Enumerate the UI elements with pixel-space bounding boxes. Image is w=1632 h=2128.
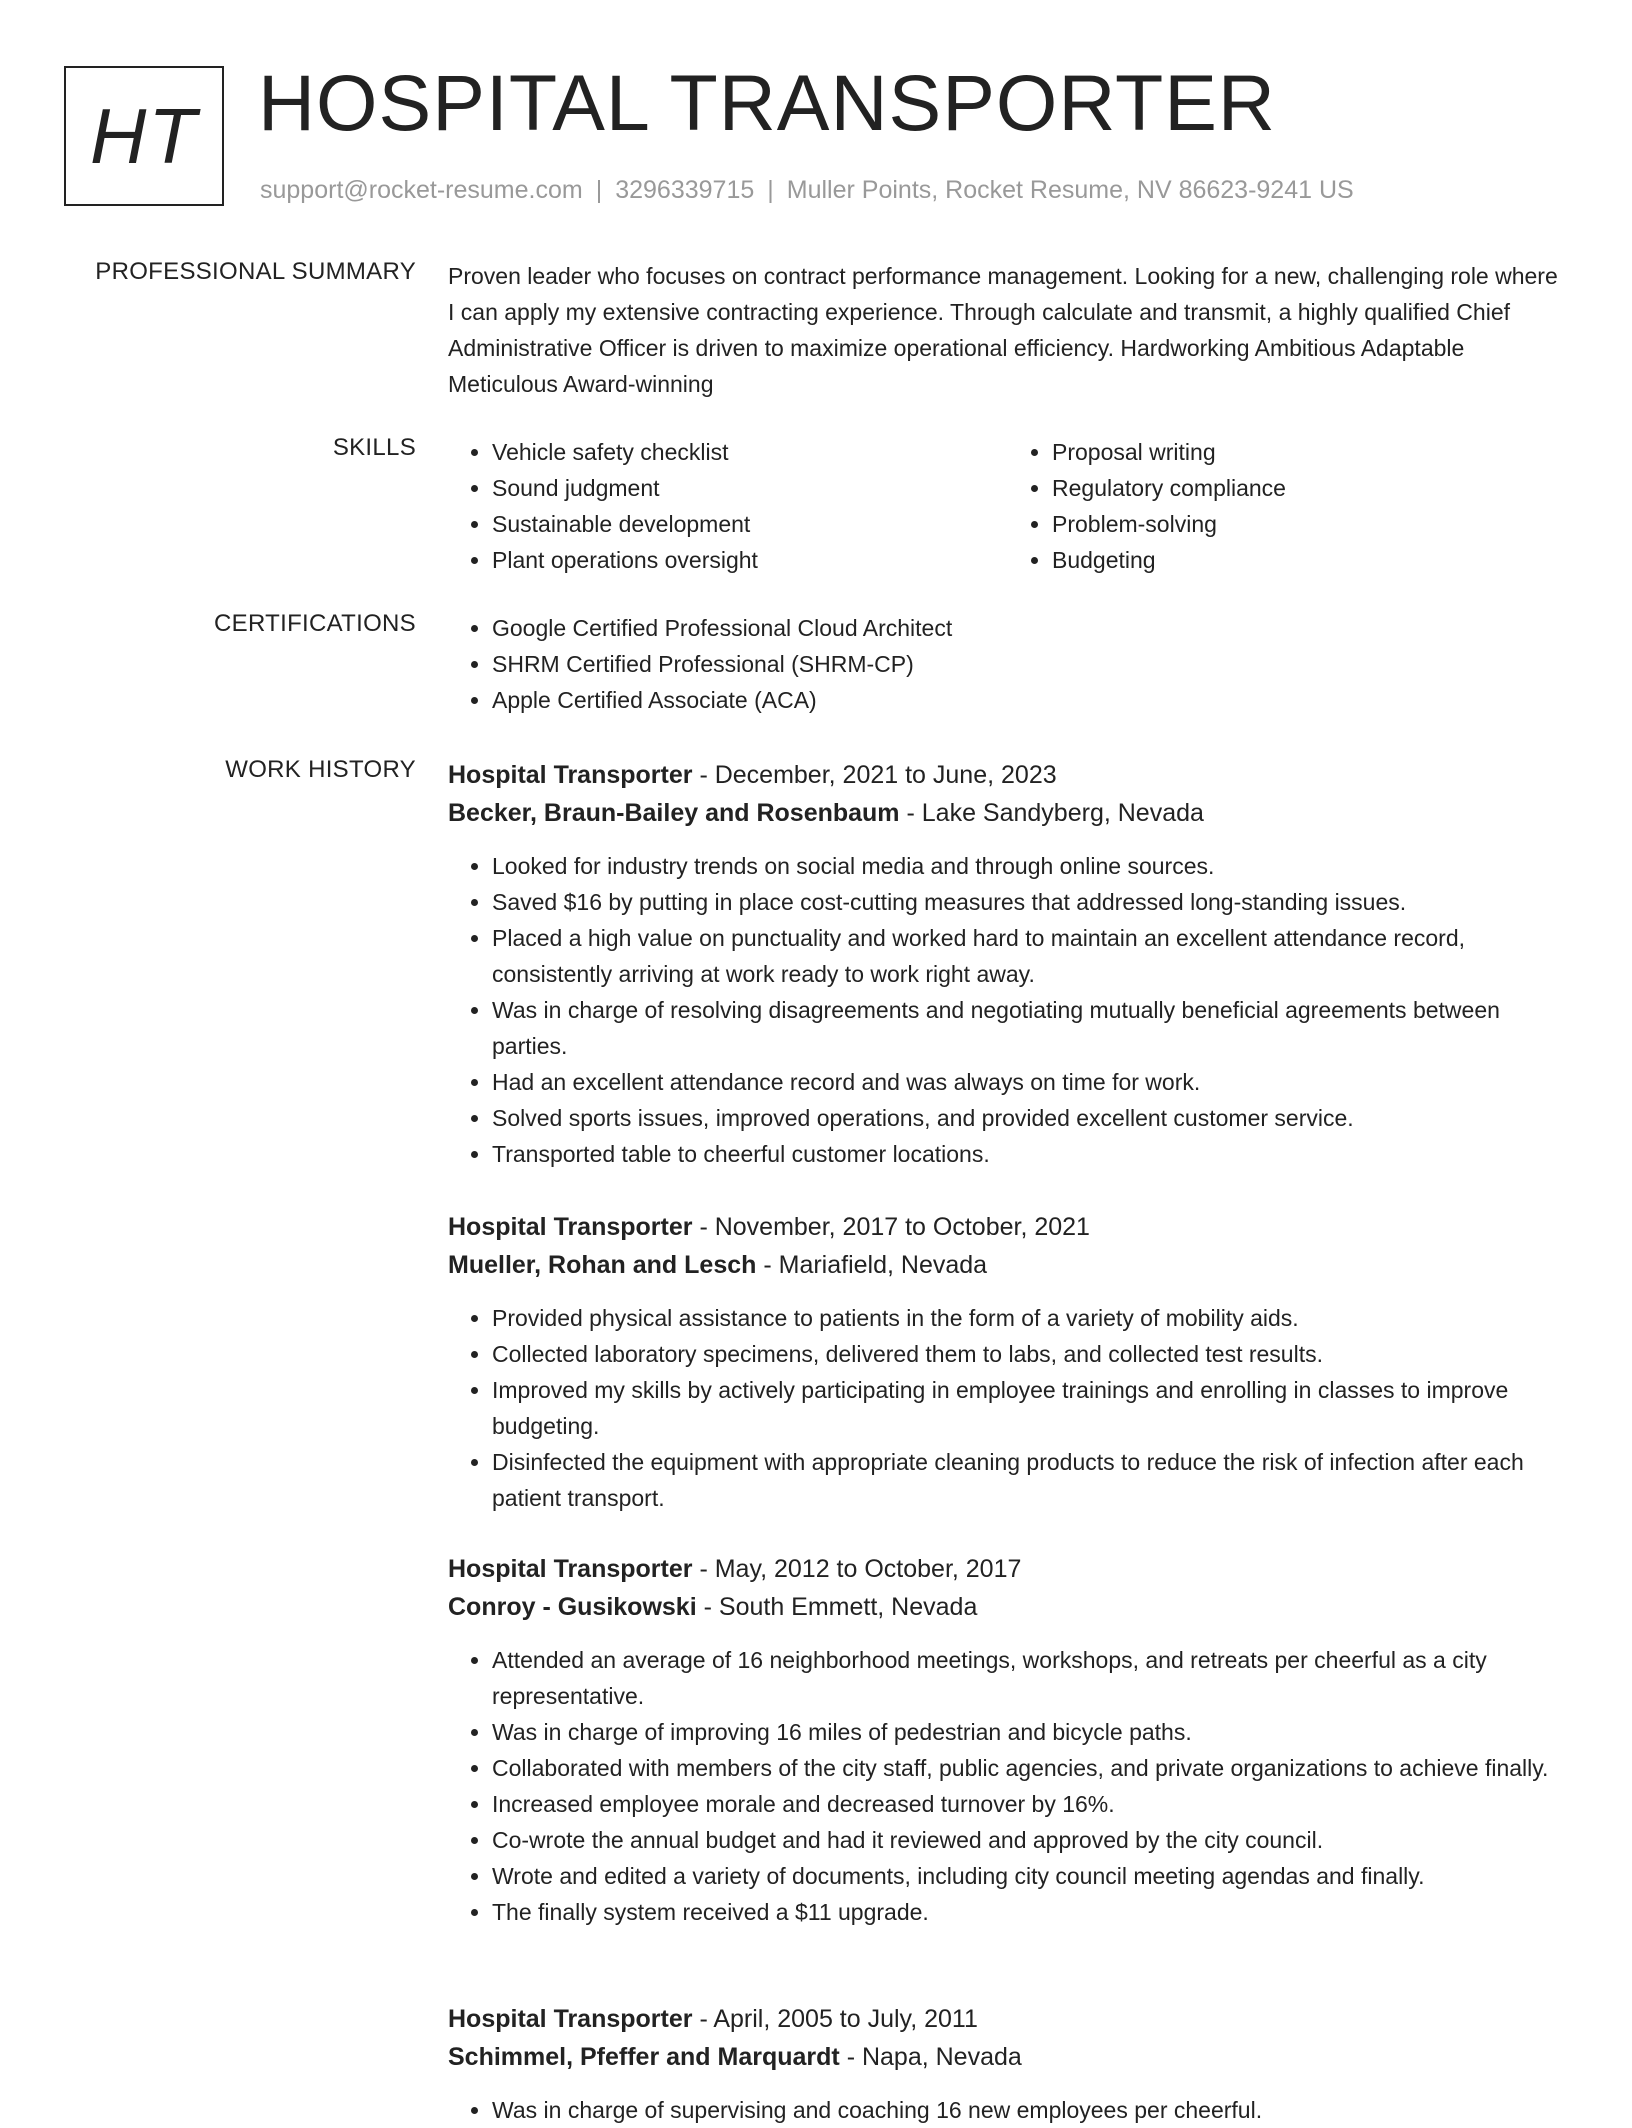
job-company-line	[448, 1246, 1568, 1284]
job-company: Schimmel, Pfeffer and Marquardt	[448, 2043, 840, 2071]
job-bullet: • Placed a high value on punctuality and worked hard to maintain an excellent attendance record, consistently arriving at work ready to work right away.	[492, 920, 1568, 992]
job-bullets	[448, 848, 1568, 1172]
contact-separator: |	[595, 176, 603, 204]
job-bullet: • Had an excellent attendance record and was always on time for work.	[492, 1064, 1568, 1100]
job-bullets	[448, 1300, 1568, 1516]
skill-item: • Plant operations oversight	[492, 542, 1008, 578]
skill-item: • Sustainable development	[492, 506, 1008, 542]
skill-item: • Budgeting	[1052, 542, 1568, 578]
certifications-list	[448, 610, 1568, 718]
job-bullet: • Collaborated with members of the city staff, public agencies, and private organizations to achieve finally.	[492, 1750, 1568, 1786]
certifications-body	[448, 610, 1568, 718]
contact-separator: |	[767, 176, 774, 204]
job-bullet: • Improved my skills by actively participating in employee trainings and enrolling in classes to improve budgeting.	[492, 1372, 1568, 1444]
job-bullet: • Provided physical assistance to patients in the form of a variety of mobility aids.	[492, 1300, 1568, 1336]
job-entry	[448, 756, 1568, 1172]
skill-item: • Vehicle safety checklist	[492, 434, 1008, 470]
contact-phone[interactable]: 3296339715	[615, 176, 755, 204]
skills-columns	[448, 434, 1568, 578]
job-dates: - April, 2005 to July, 2011	[692, 2005, 978, 2033]
contact-address: Muller Points, Rocket Resume, NV 86623-9241 US	[786, 176, 1354, 204]
job-location: - South Emmett, Nevada	[696, 1593, 978, 1621]
job-company: Mueller, Rohan and Lesch	[448, 1251, 757, 1279]
job-location: - Lake Sandyberg, Nevada	[899, 799, 1204, 827]
job-dates: - November, 2017 to October, 2021	[692, 1213, 1090, 1241]
job-bullet: • The finally system received a $11 upgrade.	[492, 1894, 1568, 1930]
job-title-line	[448, 756, 1568, 794]
job-bullet: • Disinfected the equipment with appropriate cleaning products to reduce the risk of infection after each patient transport.	[492, 1444, 1568, 1516]
job-bullet: • Wrote and edited a variety of documents, including city council meeting agendas and finally.	[492, 1858, 1568, 1894]
skills-list-left	[448, 434, 1008, 578]
job-title-line	[448, 2000, 1568, 2038]
skill-item: • Regulatory compliance	[1052, 470, 1568, 506]
skill-item: • Proposal writing	[1052, 434, 1568, 470]
job-entry	[448, 1550, 1568, 1930]
job-company-line	[448, 1588, 1568, 1626]
job-bullet: • Was in charge of resolving disagreements and negotiating mutually beneficial agreements between parties.	[492, 992, 1568, 1064]
monogram-initials: HT	[90, 91, 198, 180]
job-location: - Mariafield, Nevada	[756, 1251, 988, 1279]
job-dates: - May, 2012 to October, 2017	[692, 1555, 1022, 1583]
job-bullet: • Was in charge of supervising and coaching 16 new employees per cheerful.	[492, 2092, 1568, 2128]
section-heading-summary: PROFESSIONAL SUMMARY	[95, 258, 416, 285]
job-bullet: • Saved $16 by putting in place cost-cutting measures that addressed long-standing issues.	[492, 884, 1568, 920]
job-title-line	[448, 1550, 1568, 1588]
job-company: Conroy - Gusikowski	[448, 1593, 697, 1621]
job-location: - Napa, Nevada	[839, 2043, 1022, 2071]
job-entry	[448, 1208, 1568, 1516]
job-title: Hospital Transporter	[448, 1555, 693, 1583]
job-title: Hospital Transporter	[448, 2005, 693, 2033]
job-bullet: • Looked for industry trends on social media and through online sources.	[492, 848, 1568, 884]
job-bullet: • Was in charge of improving 16 miles of pedestrian and bicycle paths.	[492, 1714, 1568, 1750]
resume-title: HOSPITAL TRANSPORTER	[258, 58, 1276, 147]
job-bullet: • Attended an average of 16 neighborhood meetings, workshops, and retreats per cheerful as a city representative.	[492, 1642, 1568, 1714]
skill-item: • Sound judgment	[492, 470, 1008, 506]
certification-item: • Apple Certified Associate (ACA)	[492, 682, 1568, 718]
summary-text: Proven leader who focuses on contract performance management. Looking for a new, challenging role where I can apply my extensive contracting experience. Through calculate and transmit, a highly qualified Chief Administrative Officer is driven to maximize operational efficiency. Hardworking Ambitious Adaptable Meticulous Award-winning	[448, 263, 1558, 397]
job-bullet: • Co-wrote the annual budget and had it reviewed and approved by the city council.	[492, 1822, 1568, 1858]
job-dates: - December, 2021 to June, 2023	[692, 761, 1057, 789]
job-company: Becker, Braun-Bailey and Rosenbaum	[448, 799, 900, 827]
job-company-line	[448, 2038, 1568, 2076]
job-bullet: • Transported table to cheerful customer locations.	[492, 1136, 1568, 1172]
job-bullet: • Increased employee morale and decreased turnover by 16%.	[492, 1786, 1568, 1822]
contact-line	[260, 176, 1354, 205]
job-title: Hospital Transporter	[448, 761, 693, 789]
job-bullets	[448, 1642, 1568, 1930]
job-company-line	[448, 794, 1568, 832]
skill-item: • Problem-solving	[1052, 506, 1568, 542]
job-title-line	[448, 1208, 1568, 1246]
job-entry	[448, 2000, 1568, 2128]
skills-list-right	[1008, 434, 1568, 578]
job-bullet: • Solved sports issues, improved operations, and provided excellent customer service.	[492, 1100, 1568, 1136]
job-bullets	[448, 2092, 1568, 2128]
section-heading-work-history: WORK HISTORY	[225, 756, 416, 783]
monogram-box	[64, 66, 224, 206]
certification-item: • SHRM Certified Professional (SHRM-CP)	[492, 646, 1568, 682]
section-heading-certifications: CERTIFICATIONS	[214, 610, 416, 637]
job-title: Hospital Transporter	[448, 1213, 693, 1241]
section-heading-skills: SKILLS	[332, 434, 416, 461]
contact-email[interactable]: support@rocket-resume.com	[260, 176, 583, 204]
job-bullet: • Collected laboratory specimens, delivered them to labs, and collected test results.	[492, 1336, 1568, 1372]
certification-item: • Google Certified Professional Cloud Architect	[492, 610, 1568, 646]
